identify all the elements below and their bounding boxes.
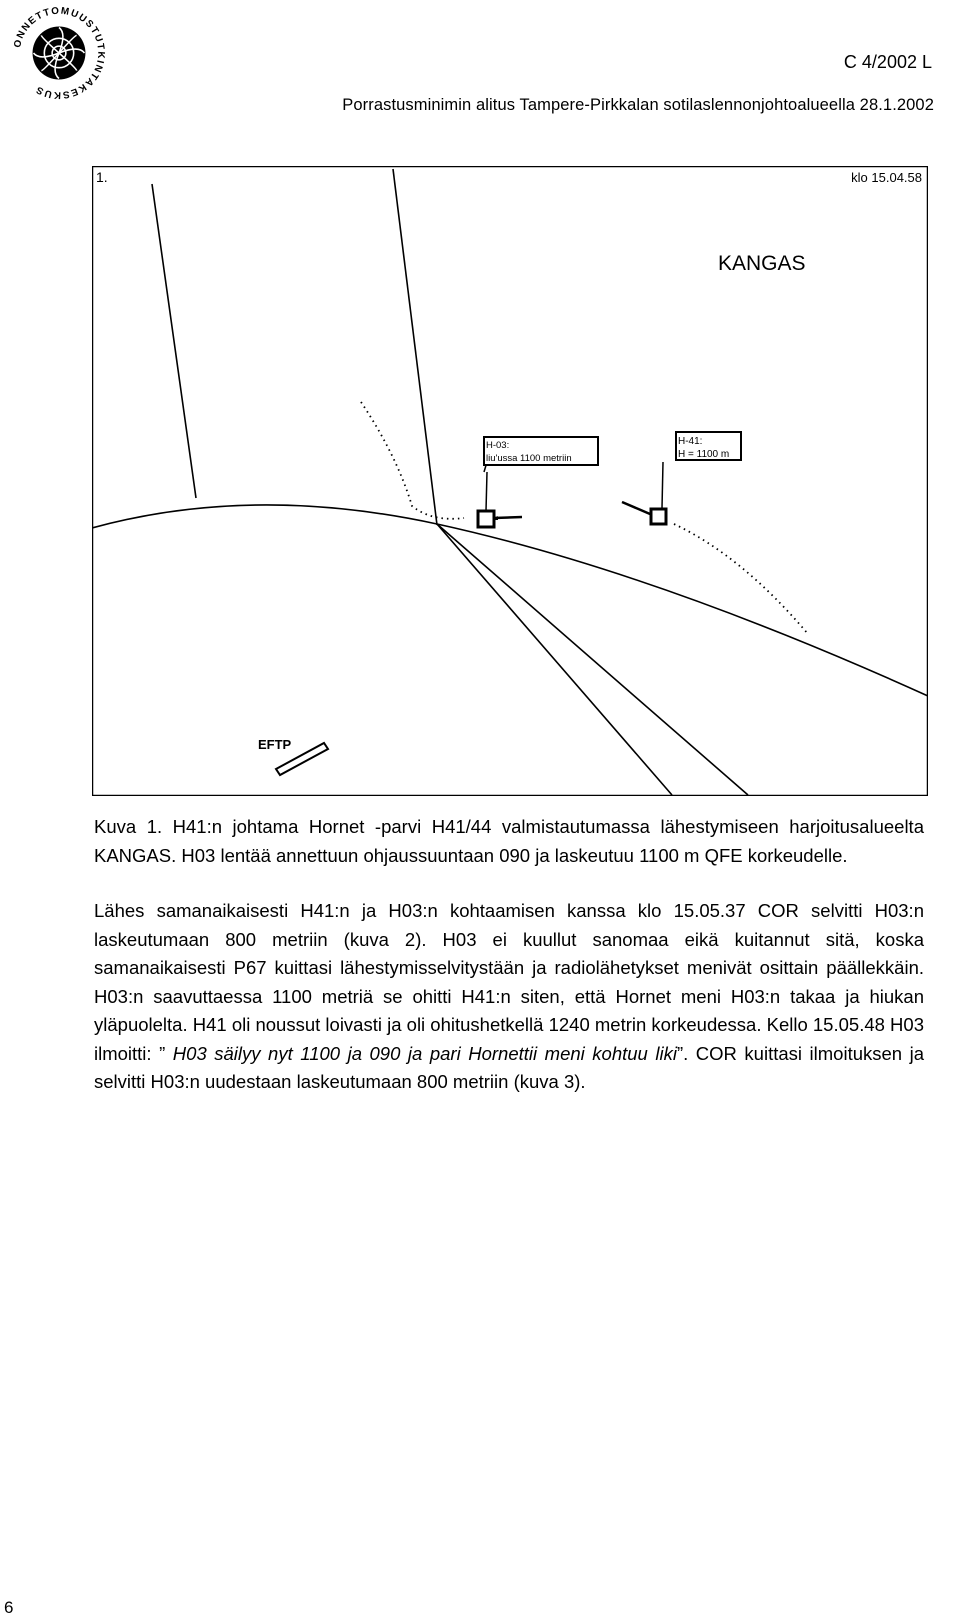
radio-quote: H03 säilyy nyt 1100 ja 090 ja pari Hornettii meni kohtuu liki [172,1042,677,1064]
organization-logo [10,4,108,102]
page-number: 6 [4,1598,14,1617]
h41-label-line1: H-41: [678,436,703,447]
document-code: C 4/2002 L [843,52,932,72]
runway-label-eftp: EFTP [258,737,292,752]
radar-figure [92,166,928,796]
document-title: Porrastusminimin alitus Tampere-Pirkkalan sotilaslennonjohtoalueella 28.1.2002 [342,96,934,114]
body-paragraph [94,897,924,1097]
body-text-after-quote: ”. COR kuittasi ilmoituksen ja selvitti H03:n uudestaan laskeutumaan 800 metriin (kuva 3). [94,1042,925,1092]
figure-caption-block [94,813,924,1097]
figure-caption: Kuva 1. H41:n johtama Hornet -parvi H41/44 valmistautumassa lähestymiseen harjoitusalueelta KANGAS. H03 lentää annettuun ohjaussuuntaan 090 ja laskeutuu 1100 m QFE korkeudelle. [94,816,924,866]
body-text-before-quote: Lähes samanaikaisesti H41:n ja H03:n kohtaamisen kanssa klo 15.05.37 COR selvitti H03:n laskeutumaan 800 metriin (kuva 2). H03 ei kuullut sanomaa eikä kuitannut sitä, koska samanaikaisesti P67 kuittasi lähestymisselvitystään ja radiolähetykset menivät osittain päällekkäin. H03:n saavuttaessa 1100 metriä se ohitti H41:n siten, että Hornet meni H03:n takaa ja hiukan yläpuolelta. H41 oli noussut loivasti ja oli ohitushetkellä 1240 metrin korkeudessa. Kello 15.05.48 H03 ilmoitti: ” [94,900,924,1064]
h03-label-line2: liu'ussa 1100 metriin [486,453,572,464]
h41-label-line2: H = 1100 m [678,449,730,460]
figure-time: klo 15.04.58 [851,170,922,185]
area-name-kangas: KANGAS [718,252,806,275]
svg-text:ONNETTOMUUSTUTKINTAKESKUS: ONNETTOMUUSTUTKINTAKESKUS [12,5,107,101]
h03-label-line1: H-03: [486,440,510,451]
figure-number: 1. [96,169,108,185]
